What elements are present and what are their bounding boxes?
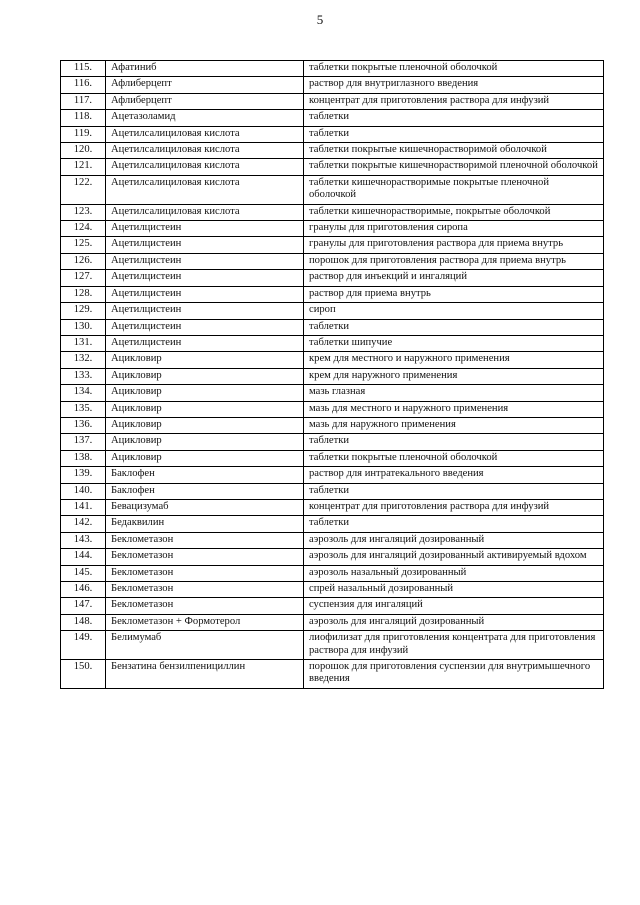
- row-number: 117.: [61, 93, 106, 109]
- row-number: 118.: [61, 110, 106, 126]
- dosage-form: суспензия для ингаляций: [304, 598, 604, 614]
- dosage-form: сироп: [304, 303, 604, 319]
- table-row: [61, 352, 604, 368]
- row-number: 127.: [61, 270, 106, 286]
- drug-name: Баклофен: [106, 467, 304, 483]
- table-row: [61, 516, 604, 532]
- row-number: 134.: [61, 385, 106, 401]
- table-row: [61, 93, 604, 109]
- drug-name: Ацетилцистеин: [106, 303, 304, 319]
- table-row: [61, 614, 604, 630]
- dosage-form: порошок для приготовления суспензии для внутримышечного введения: [304, 660, 604, 689]
- dosage-form: крем для местного и наружного применения: [304, 352, 604, 368]
- dosage-form: таблетки: [304, 319, 604, 335]
- drug-name: Беклометазон: [106, 598, 304, 614]
- row-number: 128.: [61, 286, 106, 302]
- dosage-form: таблетки: [304, 110, 604, 126]
- table-row: [61, 401, 604, 417]
- row-number: 135.: [61, 401, 106, 417]
- dosage-form: крем для наружного применения: [304, 368, 604, 384]
- table-row: [61, 110, 604, 126]
- drug-name: Беклометазон: [106, 565, 304, 581]
- row-number: 133.: [61, 368, 106, 384]
- row-number: 150.: [61, 660, 106, 689]
- dosage-form: концентрат для приготовления раствора для инфузий: [304, 93, 604, 109]
- dosage-form: аэрозоль для ингаляций дозированный активируемый вдохом: [304, 549, 604, 565]
- dosage-form: таблетки: [304, 126, 604, 142]
- row-number: 119.: [61, 126, 106, 142]
- row-number: 137.: [61, 434, 106, 450]
- dosage-form: таблетки покрытые пленочной оболочкой: [304, 450, 604, 466]
- dosage-form: мазь глазная: [304, 385, 604, 401]
- table-row: [61, 565, 604, 581]
- dosage-form: раствор для интратекального введения: [304, 467, 604, 483]
- table-row: [61, 77, 604, 93]
- row-number: 129.: [61, 303, 106, 319]
- row-number: 139.: [61, 467, 106, 483]
- drug-name: Ацетилсалициловая кислота: [106, 126, 304, 142]
- dosage-form: таблетки кишечнорастворимые, покрытые оболочкой: [304, 204, 604, 220]
- table-row: [61, 175, 604, 204]
- drug-name: Ацетилцистеин: [106, 221, 304, 237]
- drug-name: Ацикловир: [106, 385, 304, 401]
- drug-name: Ацикловир: [106, 434, 304, 450]
- dosage-form: раствор для приема внутрь: [304, 286, 604, 302]
- table-row: [61, 221, 604, 237]
- drug-name: Ацетазоламид: [106, 110, 304, 126]
- row-number: 149.: [61, 631, 106, 660]
- table-row: [61, 253, 604, 269]
- drug-name: Баклофен: [106, 483, 304, 499]
- drug-name: Бензатина бензилпенициллин: [106, 660, 304, 689]
- drug-name: Беклометазон: [106, 582, 304, 598]
- drug-name: Афатиниб: [106, 61, 304, 77]
- drug-name: Ацикловир: [106, 368, 304, 384]
- dosage-form: мазь для наружного применения: [304, 417, 604, 433]
- table-row: [61, 126, 604, 142]
- row-number: 124.: [61, 221, 106, 237]
- row-number: 145.: [61, 565, 106, 581]
- drug-name: Беклометазон + Формотерол: [106, 614, 304, 630]
- drug-name: Ацетилсалициловая кислота: [106, 143, 304, 159]
- row-number: 140.: [61, 483, 106, 499]
- table-row: [61, 61, 604, 77]
- drug-name: Афлиберцепт: [106, 77, 304, 93]
- table-row: [61, 660, 604, 689]
- dosage-form: таблетки покрытые кишечнорастворимой оболочкой: [304, 143, 604, 159]
- dosage-form: раствор для инъекций и ингаляций: [304, 270, 604, 286]
- dosage-form: аэрозоль для ингаляций дозированный: [304, 614, 604, 630]
- dosage-form: таблетки: [304, 516, 604, 532]
- table-row: [61, 303, 604, 319]
- table-row: [61, 582, 604, 598]
- row-number: 148.: [61, 614, 106, 630]
- dosage-form: спрей назальный дозированный: [304, 582, 604, 598]
- dosage-form: мазь для местного и наружного применения: [304, 401, 604, 417]
- drug-name: Ацетилцистеин: [106, 270, 304, 286]
- drug-name: Ацикловир: [106, 417, 304, 433]
- dosage-form: таблетки покрытые пленочной оболочкой: [304, 61, 604, 77]
- drug-name: Бевацизумаб: [106, 499, 304, 515]
- table-row: [61, 270, 604, 286]
- row-number: 120.: [61, 143, 106, 159]
- drug-name: Беклометазон: [106, 532, 304, 548]
- drug-name: Ацетилцистеин: [106, 237, 304, 253]
- table-row: [61, 335, 604, 351]
- row-number: 141.: [61, 499, 106, 515]
- table-row: [61, 483, 604, 499]
- table-row: [61, 467, 604, 483]
- drug-name: Ацетилсалициловая кислота: [106, 159, 304, 175]
- table-row: [61, 237, 604, 253]
- table-row: [61, 319, 604, 335]
- row-number: 131.: [61, 335, 106, 351]
- drug-name: Ацетилцистеин: [106, 286, 304, 302]
- row-number: 132.: [61, 352, 106, 368]
- table-row: [61, 631, 604, 660]
- page-number: 5: [316, 12, 324, 27]
- row-number: 136.: [61, 417, 106, 433]
- row-number: 123.: [61, 204, 106, 220]
- table-row: [61, 598, 604, 614]
- table-row: [61, 286, 604, 302]
- table-row: [61, 450, 604, 466]
- table-row: [61, 385, 604, 401]
- dosage-form: аэрозоль для ингаляций дозированный: [304, 532, 604, 548]
- drug-name: Ацикловир: [106, 450, 304, 466]
- table-row: [61, 532, 604, 548]
- drug-name: Белимумаб: [106, 631, 304, 660]
- dosage-form: гранулы для приготовления раствора для приема внутрь: [304, 237, 604, 253]
- dosage-form: лиофилизат для приготовления концентрата для приготовления раствора для инфузий: [304, 631, 604, 660]
- table-row: [61, 143, 604, 159]
- drug-name: Ацетилсалициловая кислота: [106, 175, 304, 204]
- row-number: 122.: [61, 175, 106, 204]
- row-number: 142.: [61, 516, 106, 532]
- dosage-form: аэрозоль назальный дозированный: [304, 565, 604, 581]
- table-row: [61, 434, 604, 450]
- drug-name: Бедаквилин: [106, 516, 304, 532]
- drug-name: Ацетилцистеин: [106, 335, 304, 351]
- table-row: [61, 204, 604, 220]
- drug-name: Ацетилсалициловая кислота: [106, 204, 304, 220]
- dosage-form: концентрат для приготовления раствора для инфузий: [304, 499, 604, 515]
- dosage-form: порошок для приготовления раствора для приема внутрь: [304, 253, 604, 269]
- table-row: [61, 499, 604, 515]
- table-row: [61, 368, 604, 384]
- row-number: 147.: [61, 598, 106, 614]
- row-number: 130.: [61, 319, 106, 335]
- table-row: [61, 549, 604, 565]
- row-number: 144.: [61, 549, 106, 565]
- drug-table-body: [61, 61, 604, 689]
- drug-name: Ацетилцистеин: [106, 253, 304, 269]
- dosage-form: гранулы для приготовления сиропа: [304, 221, 604, 237]
- row-number: 126.: [61, 253, 106, 269]
- dosage-form: раствор для внутриглазного введения: [304, 77, 604, 93]
- drug-name: Ацикловир: [106, 352, 304, 368]
- dosage-form: таблетки покрытые кишечнорастворимой пленочной оболочкой: [304, 159, 604, 175]
- table-row: [61, 417, 604, 433]
- dosage-form: таблетки: [304, 434, 604, 450]
- row-number: 146.: [61, 582, 106, 598]
- dosage-form: таблетки кишечнорастворимые покрытые пленочной оболочкой: [304, 175, 604, 204]
- row-number: 125.: [61, 237, 106, 253]
- dosage-form: таблетки шипучие: [304, 335, 604, 351]
- row-number: 115.: [61, 61, 106, 77]
- drug-table: [60, 60, 604, 689]
- drug-name: Ацикловир: [106, 401, 304, 417]
- row-number: 138.: [61, 450, 106, 466]
- dosage-form: таблетки: [304, 483, 604, 499]
- drug-name: Ацетилцистеин: [106, 319, 304, 335]
- row-number: 116.: [61, 77, 106, 93]
- row-number: 143.: [61, 532, 106, 548]
- drug-name: Афлиберцепт: [106, 93, 304, 109]
- table-row: [61, 159, 604, 175]
- row-number: 121.: [61, 159, 106, 175]
- drug-name: Беклометазон: [106, 549, 304, 565]
